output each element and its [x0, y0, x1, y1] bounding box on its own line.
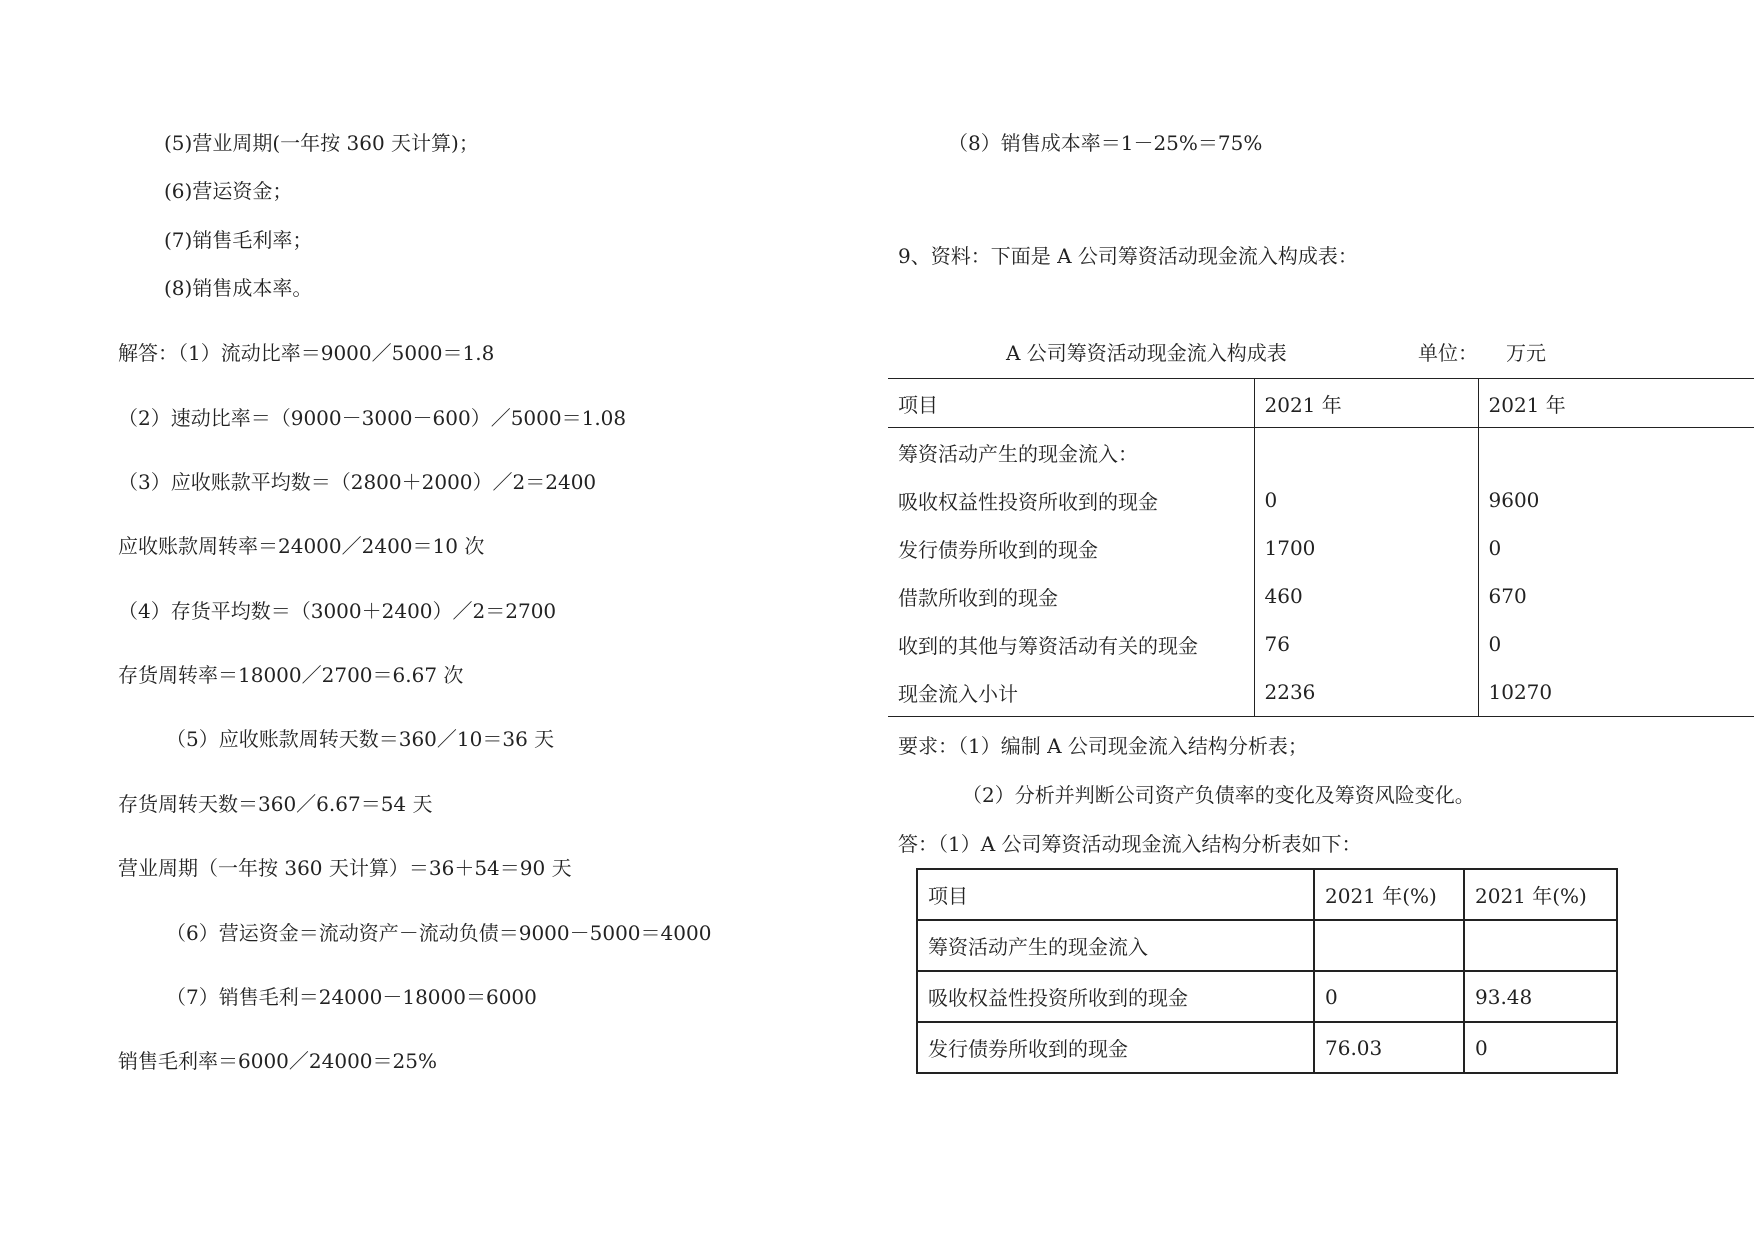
text-line: (6)营运资金；	[164, 179, 293, 203]
table-cell: 发行债券所收到的现金	[898, 537, 1098, 562]
text-line: 存货周转率＝18000／2700＝6.67 次	[118, 663, 464, 687]
table-cell: 76	[1254, 620, 1478, 668]
table-cell: 收到的其他与筹资活动有关的现金	[898, 633, 1198, 658]
table-header-cell: 2021 年(%)	[1464, 869, 1617, 920]
table-cell: 93.48	[1464, 971, 1617, 1022]
table-cell: 0	[1478, 524, 1754, 572]
table-row	[888, 476, 1754, 524]
table-header-cell: 项目	[917, 869, 1314, 920]
text-line: 存货周转天数＝360／6.67＝54 天	[118, 792, 433, 816]
unit-label: 单位：	[1418, 341, 1478, 365]
text-line: （7）销售毛利＝24000－18000＝6000	[166, 985, 537, 1009]
text-line: (5)营业周期(一年按 360 天计算)；	[164, 131, 479, 155]
table-cell	[1314, 920, 1464, 971]
table-header-cell: 2021 年	[1478, 379, 1754, 428]
text-line: 销售毛利率＝6000／24000＝25%	[118, 1049, 437, 1073]
table-cell: 借款所收到的现金	[898, 585, 1058, 610]
table-cell: 0	[1314, 971, 1464, 1022]
table-cell: 2236	[1254, 668, 1478, 717]
text-line: （8）销售成本率＝1－25%＝75%	[948, 131, 1263, 155]
text-line: 营业周期（一年按 360 天计算）＝36＋54＝90 天	[118, 856, 572, 880]
cash-inflow-table	[888, 378, 1754, 717]
table-header-row	[917, 869, 1617, 920]
table-header-cell: 项目	[888, 379, 1254, 428]
text-line: （6）营运资金＝流动资产－流动负债＝9000－5000＝4000	[166, 921, 712, 945]
table-row	[917, 971, 1617, 1022]
table-header-cell: 2021 年	[1254, 379, 1478, 428]
table-row	[888, 572, 1754, 620]
table-cell: 0	[1254, 476, 1478, 524]
text-line: 解答：（1）流动比率＝9000／5000＝1.8	[118, 341, 495, 365]
table-cell: 筹资活动产生的现金流入：	[898, 441, 1138, 466]
table-cell: 9600	[1478, 476, 1754, 524]
table-row	[888, 668, 1754, 717]
table-cell: 吸收权益性投资所收到的现金	[917, 971, 1314, 1022]
table-row	[888, 428, 1754, 477]
answer-intro: 答：（1）A 公司筹资活动现金流入结构分析表如下：	[898, 832, 1362, 856]
text-line: （5）应收账款周转天数＝360／10＝36 天	[166, 727, 555, 751]
table-cell	[1254, 428, 1478, 477]
table-cell: 10270	[1478, 668, 1754, 717]
table-cell: 76.03	[1314, 1022, 1464, 1073]
table-row	[917, 920, 1617, 971]
table-cell: 460	[1254, 572, 1478, 620]
table-row	[917, 1022, 1617, 1073]
table-cell	[1478, 428, 1754, 477]
text-line: (8)销售成本率。	[164, 276, 313, 300]
table-row	[888, 620, 1754, 668]
text-line: (7)销售毛利率；	[164, 228, 313, 252]
table-cell	[1464, 920, 1617, 971]
table1-title: A 公司筹资活动现金流入构成表	[1006, 341, 1287, 365]
table-cell: 吸收权益性投资所收到的现金	[898, 489, 1158, 514]
table-cell: 0	[1478, 620, 1754, 668]
table-cell: 筹资活动产生的现金流入	[917, 920, 1314, 971]
table-cell: 现金流入小计	[888, 668, 1254, 717]
table-row	[888, 524, 1754, 572]
table-cell: 1700	[1254, 524, 1478, 572]
question-9: 9、资料：下面是 A 公司筹资活动现金流入构成表：	[898, 244, 1358, 268]
text-line: 应收账款周转率＝24000／2400＝10 次	[118, 534, 485, 558]
text-line: （4）存货平均数＝（3000＋2400）／2＝2700	[118, 599, 557, 623]
structure-analysis-table	[916, 868, 1618, 1074]
text-line: （2）速动比率＝（9000－3000－600）／5000＝1.08	[118, 406, 627, 430]
table-cell: 670	[1478, 572, 1754, 620]
table-header-row	[888, 379, 1754, 428]
table-header-cell: 2021 年(%)	[1314, 869, 1464, 920]
table-cell: 发行债券所收到的现金	[917, 1022, 1314, 1073]
requirement-1: 要求：（1）编制 A 公司现金流入结构分析表；	[898, 734, 1308, 758]
unit-value: 万元	[1506, 341, 1546, 365]
table-cell: 0	[1464, 1022, 1617, 1073]
requirement-2: （2）分析并判断公司资产负债率的变化及筹资风险变化。	[962, 783, 1475, 807]
text-line: （3）应收账款平均数＝（2800＋2000）／2＝2400	[118, 470, 597, 494]
